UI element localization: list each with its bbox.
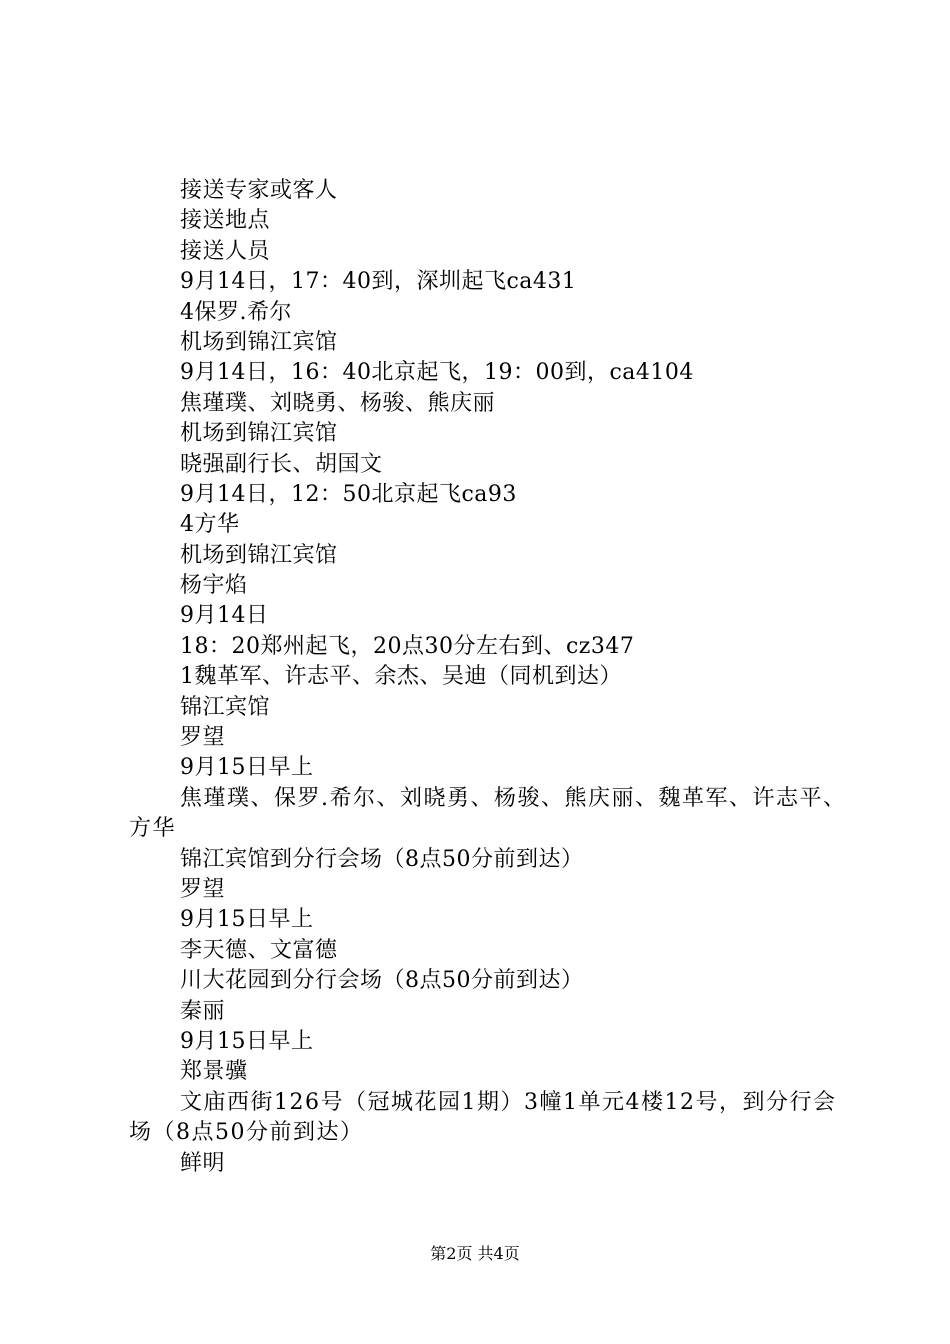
text-line: 9月14日 [180,603,269,629]
text-line: 4保罗.希尔 [180,299,292,325]
text-line: 机场到锦江宾馆 [180,542,338,568]
document-body [129,176,849,1179]
text-line: 秦丽 [180,998,226,1024]
text-line: 罗望 [180,725,226,751]
text-line: 9月15日早上 [180,1028,314,1054]
text-line: 文庙西街126号（冠城花园1期）3幢1单元4楼12号，到分行会场（8点50分前到达） [129,1089,837,1146]
text-line: 晓强副行长、胡国文 [180,451,383,477]
text-line: 机场到锦江宾馆 [180,329,338,355]
text-line: 杨宇焰 [180,573,248,599]
text-line: 4方华 [180,512,240,538]
text-line: 1魏革军、许志平、余杰、吴迪（同机到达） [180,664,622,690]
text-line: 机场到锦江宾馆 [180,421,338,447]
text-line: 接送人员 [180,238,271,264]
text-line: 锦江宾馆 [180,694,271,720]
text-line: 李天德、文富德 [180,937,338,963]
text-line: 9月14日，17：40到，深圳起飞ca431 [180,269,577,295]
text-line: 9月14日，12：50北京起飞ca93 [180,481,517,507]
text-line: 9月14日，16：40北京起飞，19：00到，ca4104 [180,360,694,386]
text-line: 焦瑾璞、刘晓勇、杨骏、熊庆丽 [180,390,496,416]
text-line: 9月15日早上 [180,907,314,933]
page-number-footer: 第2页 共4页 [430,1244,520,1263]
text-line: 接送地点 [180,208,271,234]
text-line: 焦瑾璞、保罗.希尔、刘晓勇、杨骏、熊庆丽、魏革军、许志平、方华 [129,785,847,842]
text-line: 9月15日早上 [180,755,314,781]
text-line: 接送专家或客人 [180,178,338,203]
text-line: 川大花园到分行会场（8点50分前到达） [180,968,584,994]
text-line: 郑景骥 [180,1059,248,1085]
text-line: 罗望 [180,877,226,903]
text-line: 18：20郑州起飞，20点30分左右到、cz347 [180,633,635,659]
text-line: 锦江宾馆到分行会场（8点50分前到达） [180,846,584,872]
text-line: 鲜明 [180,1150,226,1176]
